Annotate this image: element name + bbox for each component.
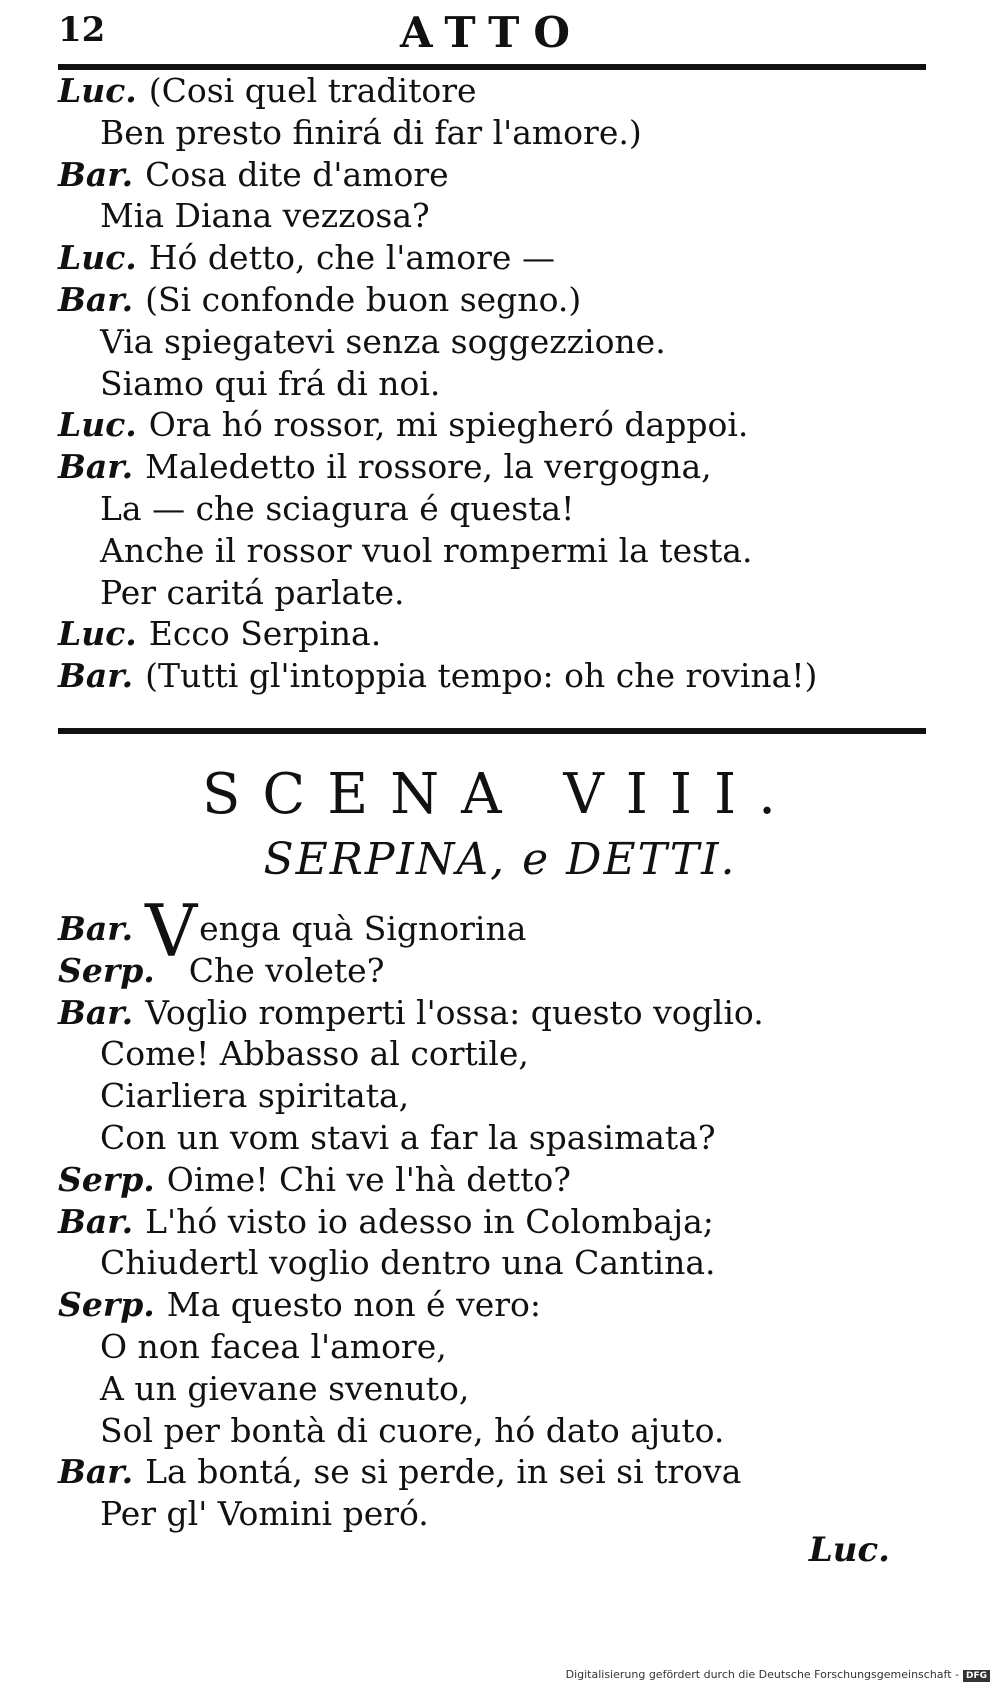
verse-line bbox=[58, 1159, 938, 1201]
verse-line bbox=[58, 279, 938, 321]
scene-rule bbox=[58, 728, 926, 734]
speaker-label: Bar. bbox=[58, 279, 134, 319]
page-header bbox=[58, 8, 926, 58]
speaker-label: Bar. bbox=[58, 447, 134, 487]
verse-line bbox=[58, 363, 938, 405]
verse-text: Ma questo non é vero: bbox=[166, 1285, 542, 1325]
verse-text: Siamo qui frá di noi. bbox=[100, 363, 441, 403]
verse-line bbox=[58, 992, 938, 1034]
verse-text: Maledetto il rossore, la vergogna, bbox=[145, 447, 712, 487]
verse-line bbox=[58, 112, 938, 154]
speaker-label: Serp. bbox=[58, 1159, 155, 1199]
verse-text: Ora hó rossor, mi spiegheró dappoi. bbox=[148, 405, 749, 445]
verse-line bbox=[58, 655, 938, 697]
verse-line bbox=[58, 321, 938, 363]
verse-line bbox=[58, 1451, 938, 1493]
verse-line bbox=[58, 1242, 938, 1284]
verse-text: Ciarliera spiritata, bbox=[100, 1076, 410, 1116]
dialogue-bottom bbox=[58, 889, 938, 1535]
verse-text: Via spiegatevi senza soggezzione. bbox=[100, 321, 666, 361]
verse-text: Come! Abbasso al cortile, bbox=[100, 1034, 529, 1074]
verse-line bbox=[58, 70, 938, 112]
speaker-label: Serp. bbox=[58, 950, 155, 990]
verse-line bbox=[58, 1033, 938, 1075]
speaker-label: Bar. bbox=[58, 1452, 134, 1492]
verse-text: Oime! Chi ve l'hà detto? bbox=[166, 1159, 571, 1199]
verse-line bbox=[58, 1410, 938, 1452]
scene-subtitle: SERPINA, e DETTI. bbox=[263, 834, 737, 885]
verse-line bbox=[58, 613, 938, 655]
verse-text: (Tutti gl'intoppia tempo: oh che rovina!) bbox=[145, 656, 818, 696]
catchword: Luc. bbox=[808, 1530, 890, 1570]
speaker-label: Bar. bbox=[58, 154, 134, 194]
running-head: ATTO bbox=[400, 8, 584, 57]
speaker-label: Serp. bbox=[58, 1285, 155, 1325]
verse-line bbox=[58, 154, 938, 196]
verse-text: Cosa dite d'amore bbox=[145, 154, 449, 194]
speaker-label: Bar. bbox=[58, 909, 134, 948]
verse-text: Voglio romperti l'ossa: questo voglio. bbox=[145, 992, 764, 1032]
verse-line bbox=[58, 404, 938, 446]
speaker-label: Bar. bbox=[58, 992, 134, 1032]
verse-line bbox=[58, 446, 938, 488]
verse-text: L'hó visto io adesso in Colombaja; bbox=[145, 1201, 714, 1241]
verse-text: Per caritá parlate. bbox=[100, 572, 405, 612]
verse-text: Mia Diana vezzosa? bbox=[100, 196, 430, 236]
page-number: 12 bbox=[58, 10, 106, 50]
verse-text: La bontá, se si perde, in sei si trova bbox=[145, 1452, 742, 1492]
speaker-label: Luc. bbox=[58, 71, 137, 110]
verse-text: Ben presto finirá di far l'amore.) bbox=[100, 112, 642, 152]
speaker-label: Luc. bbox=[58, 238, 137, 278]
verse-line bbox=[58, 1284, 938, 1326]
speaker-label: Bar. bbox=[58, 1201, 134, 1241]
verse-line bbox=[58, 572, 938, 614]
verse-text: La — che sciagura é questa! bbox=[100, 488, 575, 528]
verse-line bbox=[58, 950, 938, 992]
verse-text: Ecco Serpina. bbox=[148, 614, 382, 654]
verse-line bbox=[58, 530, 938, 572]
drop-cap: V bbox=[145, 889, 198, 973]
dfg-logo-icon: DFG bbox=[963, 1670, 990, 1682]
digitization-credit bbox=[566, 1668, 990, 1682]
verse-line bbox=[58, 1326, 938, 1368]
verse-text: Anche il rossor vuol rompermi la testa. bbox=[100, 530, 753, 570]
scene-title: SCENA VIII. bbox=[202, 762, 798, 827]
verse-text: Che volete? bbox=[188, 950, 385, 990]
verse-text: Chiudertl voglio dentro una Cantina. bbox=[100, 1243, 716, 1283]
verse-text: Sol per bontà di cuore, hó dato ajuto. bbox=[100, 1410, 725, 1450]
verse-text: Con un vom stavi a far la spasimata? bbox=[100, 1117, 716, 1157]
verse-text: O non facea l'amore, bbox=[100, 1326, 447, 1366]
verse-text: (Cosi quel traditore bbox=[148, 71, 477, 110]
verse-text: (Si confonde buon segno.) bbox=[145, 279, 582, 319]
verse-line bbox=[58, 1117, 938, 1159]
credit-text: Digitalisierung gefördert durch die Deutsche Forschungsgemeinschaft - bbox=[565, 1668, 959, 1681]
dialogue-top bbox=[58, 70, 938, 697]
verse-line bbox=[58, 1368, 938, 1410]
verse-text: Per gl' Vomini peró. bbox=[100, 1494, 429, 1534]
speaker-label: Bar. bbox=[58, 656, 134, 696]
verse-line bbox=[58, 237, 938, 279]
verse-text: Hó detto, che l'amore — bbox=[148, 238, 555, 278]
verse-text: A un gievane svenuto, bbox=[100, 1368, 470, 1408]
verse-line bbox=[58, 1493, 938, 1535]
verse-line bbox=[58, 1201, 938, 1243]
verse-line bbox=[58, 1075, 938, 1117]
verse-text: enga quà Signorina bbox=[199, 909, 527, 948]
verse-line bbox=[58, 488, 938, 530]
verse-line bbox=[58, 195, 938, 237]
speaker-label: Luc. bbox=[58, 405, 137, 445]
speaker-label: Luc. bbox=[58, 614, 137, 654]
